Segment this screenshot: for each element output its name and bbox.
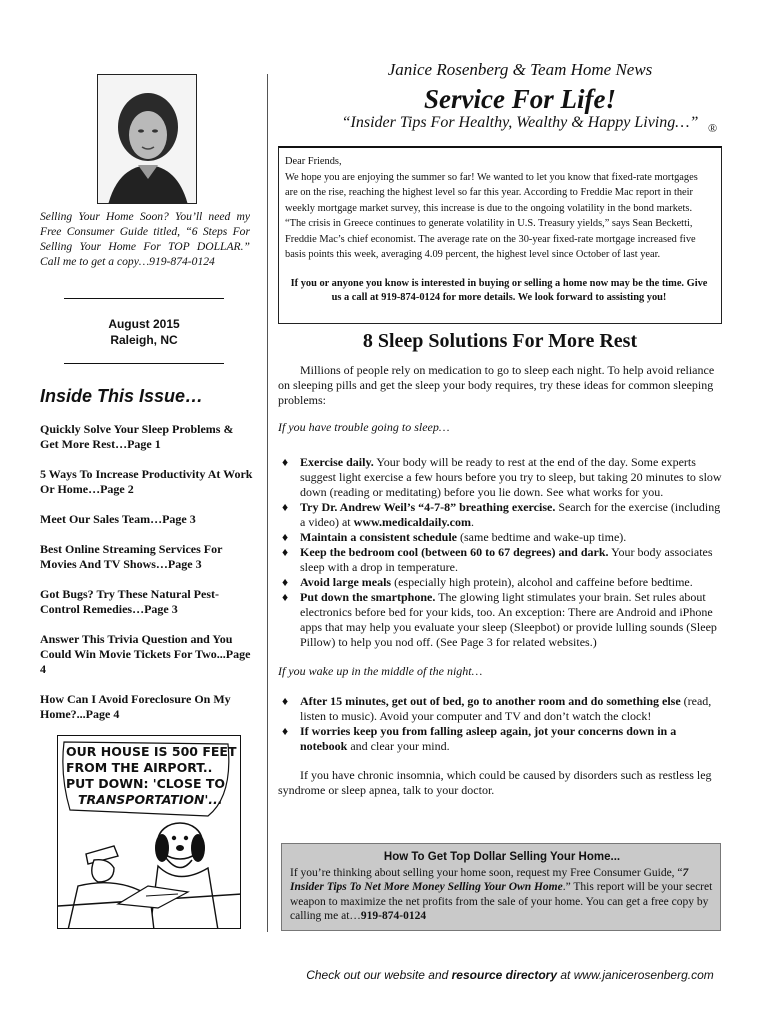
bullet-icon: ♦ — [282, 545, 289, 559]
agent-photo — [97, 74, 197, 204]
list-item — [278, 590, 722, 650]
article-intro: Millions of people rely on medication to go to sleep each night. To help avoid reliance on sleeping pills and get the sleep your body requires, try these ideas for common sleeping problems: — [278, 363, 715, 407]
tip-text: The glowing light stimulates your brain. Set rules about electronics before bed for your kids, too. An exception: There are Android and iPhone apps that may help you evaluate your sleep (Sleepbot) or provide lulling sounds (Sleep Pillow) to help you nod off. (See Page 3 for related websites.) — [300, 590, 717, 649]
issue-date — [70, 316, 218, 348]
list-item — [278, 724, 722, 754]
website-link[interactable]: www.medicaldaily.com — [353, 515, 471, 529]
letter-body — [285, 154, 713, 263]
newsletter-subtitle: Service For Life! — [424, 84, 616, 114]
footer — [270, 968, 750, 982]
guide-title: 7 Insider Tips To Net More Money Selling Your Own Home — [290, 866, 689, 893]
newsletter-tagline: “Insider Tips For Healthy, Wealthy & Happy Living…” — [341, 114, 699, 131]
list-item — [278, 530, 722, 545]
table-of-contents — [40, 422, 254, 737]
tip-text: Search for the exercise (including a video) at — [300, 500, 721, 529]
list-item — [278, 545, 722, 575]
box-text-part: If you’re thinking about selling your home soon, request my Free Consumer Guide, “ — [290, 866, 683, 879]
consumer-guide-blurb: Selling Your Home Soon? You’ll need my Free Consumer Guide titled, “6 Steps For Selling Your Home For TOP DOLLAR.” Call me to get a copy…919-874-0124 — [40, 210, 250, 268]
tip-text: (read, listen to music). Avoid your computer and TV and don’t watch the clock! — [300, 694, 712, 723]
letter-box — [278, 146, 722, 324]
footer-highlight: resource directory — [451, 968, 558, 982]
letter-call-to-action: If you or anyone you know is interested in buying or selling a home now may be the time. Give us a call at 919-874-0124 for more details. We look forward to assisting you! — [290, 277, 708, 303]
footer-website-link[interactable]: at www.janicerosenberg.com — [557, 968, 714, 982]
tip-heading: Exercise daily. — [300, 455, 374, 469]
section-lead: If you have trouble going to sleep… — [278, 420, 450, 434]
bullet-icon: ♦ — [282, 590, 289, 604]
issue-month: August 2015 — [108, 317, 180, 331]
box-text — [290, 866, 714, 924]
tips-list — [278, 455, 722, 650]
toc-item: Answer This Trivia Question and You Could Win Movie Tickets For Two...Page 4 — [40, 632, 251, 676]
cartoon-caption-line: PUT DOWN: 'CLOSE TO — [66, 776, 225, 791]
tips-list — [278, 694, 722, 754]
tip-heading: If worries keep you from falling asleep again, jot your concerns down in a notebook — [300, 724, 677, 753]
divider — [64, 298, 224, 299]
toc-item: Best Online Streaming Services For Movies And TV Shows…Page 3 — [40, 542, 223, 571]
top-dollar-box — [281, 843, 721, 931]
box-text-part: .” This report will be your secret weapon to maximize the net profits from the sale of your home. You can get a free copy by calling me at… — [290, 881, 713, 922]
tip-heading: Put down the smartphone. — [300, 590, 436, 604]
tip-text: (especially high protein), alcohol and caffeine before bedtime. — [391, 575, 693, 589]
tip-heading: Keep the bedroom cool (between 60 to 67 degrees) and dark. — [300, 545, 609, 559]
box-title: How To Get Top Dollar Selling Your Home... — [383, 851, 621, 863]
bullet-icon: ♦ — [282, 724, 289, 738]
letter-text: We hope you are enjoying the summer so far! We wanted to let you know that fixed-rate mortgages are on the rise, reaching the highest level so far this year. According to Freddie Mac report in their weekly mortgage market survey, this increase is due to the ongoing volatility in the bond markets. “The crisis in Greece continues to generate volatility in U.S. Treasury yields,” says Sean Becketti, Freddie Mac’s chief economist. The average rate on the 30-year fixed-rate mortgage increased five basis points this week, averaging 4.09 percent, the highest level since October of last year. — [285, 171, 698, 260]
article-closing: If you have chronic insomnia, which could be caused by disorders such as restless leg syndrome or sleep apnea, talk to your doctor. — [278, 768, 712, 797]
footer-text: Check out our website and — [306, 968, 452, 982]
divider — [64, 363, 224, 364]
list-item — [278, 455, 722, 500]
tip-text: Your body will be ready to rest at the end of the day. Some experts suggest light exercise a few hours before you try to sleep, but taking 20 minutes to slow down (reading or meditating) before you lie down. See what works for you. — [300, 455, 722, 499]
bullet-icon: ♦ — [282, 500, 289, 514]
tip-text: . — [470, 515, 474, 529]
issue-city: Raleigh, NC — [110, 333, 178, 347]
registered-mark: ® — [708, 121, 718, 135]
tip-heading: Maintain a consistent schedule — [300, 530, 458, 544]
tip-text: (same bedtime and wake-up time). — [457, 530, 627, 544]
tip-heading: Avoid large meals — [300, 575, 392, 589]
tip-text: Your body associates sleep with a drop in temperature. — [300, 545, 713, 574]
cartoon — [57, 735, 241, 929]
column-divider — [267, 74, 268, 932]
list-item — [278, 500, 722, 530]
bullet-icon: ♦ — [282, 575, 289, 589]
article-title: 8 Sleep Solutions For More Rest — [362, 330, 638, 352]
bullet-icon: ♦ — [282, 530, 289, 544]
letter-greeting: Dear Friends, — [285, 156, 342, 167]
inside-issue-heading: Inside This Issue… — [40, 386, 204, 406]
phone-number: 919-874-0124 — [360, 910, 427, 922]
toc-item: Got Bugs? Try These Natural Pest-Control Remedies…Page 3 — [40, 587, 219, 616]
list-item — [278, 575, 722, 590]
cartoon-caption-line: OUR HOUSE IS 500 FEET — [66, 744, 237, 759]
list-item — [278, 694, 722, 724]
bullet-icon: ♦ — [282, 694, 289, 708]
tip-heading: Try Dr. Andrew Weil’s “4-7-8” breathing exercise. — [300, 500, 556, 514]
toc-item: Quickly Solve Your Sleep Problems & Get More Rest…Page 1 — [40, 422, 234, 451]
tip-heading: After 15 minutes, get out of bed, go to another room and do something else — [300, 694, 681, 708]
toc-item: 5 Ways To Increase Productivity At Work Or Home…Page 2 — [40, 467, 253, 496]
newsletter-title: Janice Rosenberg & Team Home News — [387, 60, 653, 79]
cartoon-caption-line: TRANSPORTATION'... — [78, 792, 223, 807]
article-body — [278, 363, 722, 798]
toc-item: How Can I Avoid Foreclosure On My Home?...Page 4 — [40, 692, 231, 721]
cartoon-caption-line: FROM THE AIRPORT.. — [66, 760, 213, 775]
section-lead: If you wake up in the middle of the night… — [278, 664, 483, 678]
toc-item: Meet Our Sales Team…Page 3 — [40, 512, 196, 526]
tip-text: and clear your mind. — [347, 739, 450, 753]
bullet-icon: ♦ — [282, 455, 289, 469]
